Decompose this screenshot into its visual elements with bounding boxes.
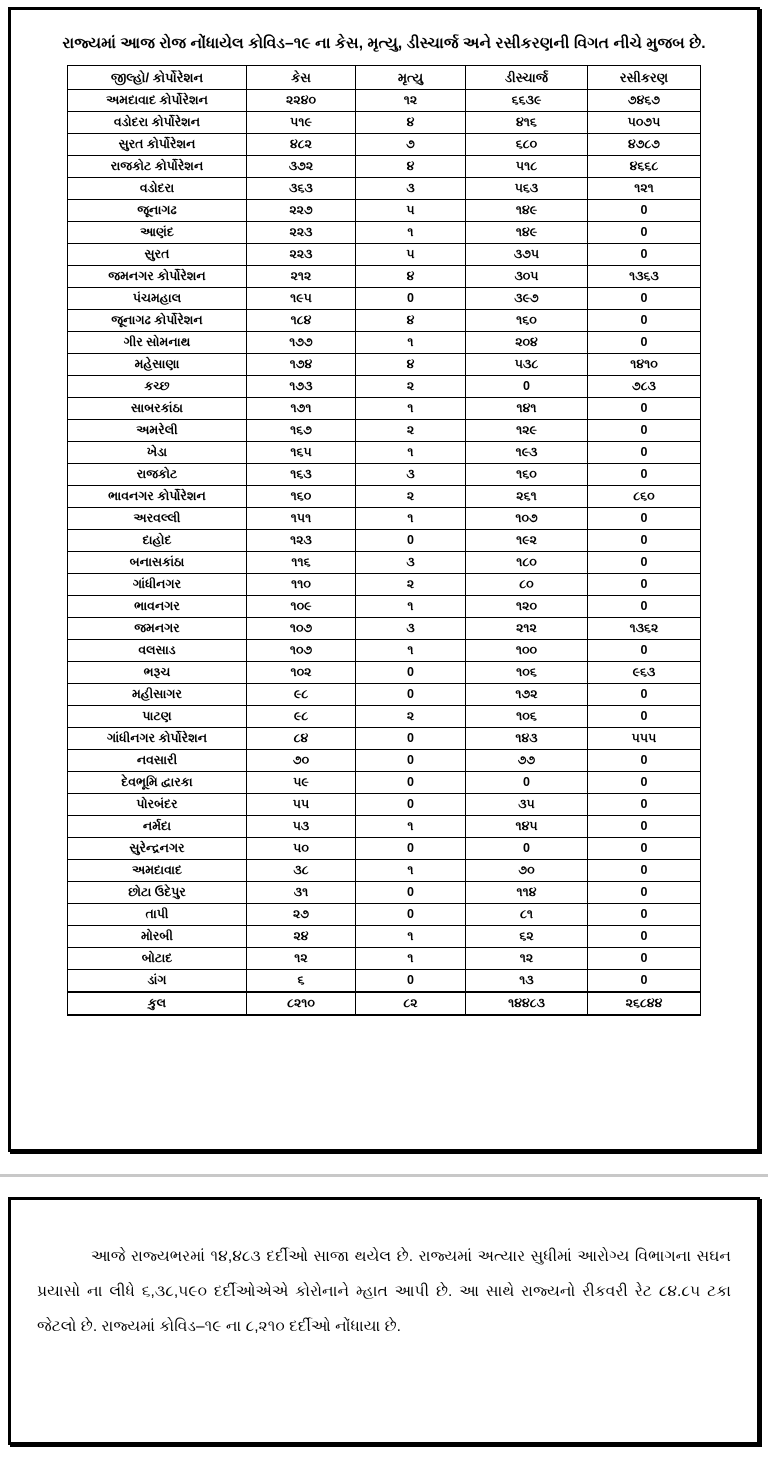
cell-cases: ૧૧૬ xyxy=(247,552,356,574)
cell-cases: ૧૬૩ xyxy=(247,464,356,486)
cell-district: જૂનાગઢ xyxy=(68,200,247,222)
cell-cases: ૫૫ xyxy=(247,794,356,816)
cell-deaths: 0 xyxy=(356,904,466,926)
cell-district: ભરૂચ xyxy=(68,662,247,684)
table-row xyxy=(68,750,701,772)
cell-district: અમરેલી xyxy=(68,420,247,442)
table-row xyxy=(68,90,701,112)
table-row xyxy=(68,926,701,948)
cell-deaths: 0 xyxy=(356,838,466,860)
cell-district: જમનગર xyxy=(68,618,247,640)
cell-discharge: ૨૧૨ xyxy=(466,618,588,640)
cell-vaccination: ૫૫૫ xyxy=(588,728,701,750)
table-page-panel xyxy=(8,7,760,1152)
cell-cases: ૫૯ xyxy=(247,772,356,794)
cell-vaccination: ૧૨૧ xyxy=(588,178,701,200)
cell-vaccination: ૯૬૩ xyxy=(588,662,701,684)
page-title: રાજ્યમાં આજ રોજ નોંધાયેલ કોવિડ–૧૯ ના કેસ, મૃત્યુ, ડીસ્ચાર્જ અને રસીકરણની વિગત નીચે મુજબ છે. xyxy=(62,35,706,52)
cell-vaccination: ૮૬૦ xyxy=(588,486,701,508)
table-row xyxy=(68,222,701,244)
cell-discharge: 0 xyxy=(466,838,588,860)
cell-district: જૂનાગઢ કોર્પોરેશન xyxy=(68,310,247,332)
cell-deaths: 0 xyxy=(356,288,466,310)
cell-discharge: ૧૦૦ xyxy=(466,640,588,662)
table-row xyxy=(68,332,701,354)
column-header-deaths: મૃત્યુ xyxy=(356,66,466,90)
cell-deaths: 0 xyxy=(356,662,466,684)
cell-discharge: ૫૬૩ xyxy=(466,178,588,200)
table-row xyxy=(68,134,701,156)
cell-deaths: ૧ xyxy=(356,398,466,420)
table-row xyxy=(68,706,701,728)
cell-vaccination: 0 xyxy=(588,574,701,596)
cell-deaths: 0 xyxy=(356,882,466,904)
cell-cases: ૧૬૭ xyxy=(247,420,356,442)
cell-vaccination: 0 xyxy=(588,882,701,904)
cell-vaccination: ૧૩૬૩ xyxy=(588,266,701,288)
cell-discharge: ૬૨ xyxy=(466,926,588,948)
cell-district: પાટણ xyxy=(68,706,247,728)
cell-vaccination: 0 xyxy=(588,684,701,706)
cell-cases: ૫૧૯ xyxy=(247,112,356,134)
cell-cases: ૧૭૧ xyxy=(247,398,356,420)
cell-discharge: ૫૩૮ xyxy=(466,354,588,376)
table-row xyxy=(68,970,701,993)
cell-district: વડોદરા xyxy=(68,178,247,200)
cell-vaccination: 0 xyxy=(588,948,701,970)
table-row xyxy=(68,288,701,310)
cell-discharge: ૧૪૯ xyxy=(466,222,588,244)
cell-vaccination: 0 xyxy=(588,442,701,464)
table-row xyxy=(68,596,701,618)
table-row xyxy=(68,618,701,640)
cell-cases: ૩૧ xyxy=(247,882,356,904)
cell-deaths: ૭ xyxy=(356,134,466,156)
cell-district: દેવભૂમિ દ્વારકા xyxy=(68,772,247,794)
cell-vaccination: 0 xyxy=(588,596,701,618)
table-row xyxy=(68,200,701,222)
cell-discharge: ૧૪૫ xyxy=(466,816,588,838)
cell-deaths: ૪ xyxy=(356,156,466,178)
cell-district: કચ્છ xyxy=(68,376,247,398)
cell-deaths: 0 xyxy=(356,530,466,552)
cell-discharge: ૨૦૪ xyxy=(466,332,588,354)
table-header-row xyxy=(68,66,701,90)
cell-district: પંચમહાલ xyxy=(68,288,247,310)
cell-vaccination: 0 xyxy=(588,706,701,728)
cell-cases: ૪૮૨ xyxy=(247,134,356,156)
cell-cases: ૧૨ xyxy=(247,948,356,970)
cell-district: વલસાડ xyxy=(68,640,247,662)
cell-vaccination: 0 xyxy=(588,794,701,816)
table-row xyxy=(68,112,701,134)
cell-cases: ૭૦ xyxy=(247,750,356,772)
cell-vaccination: 0 xyxy=(588,772,701,794)
cell-discharge: ૭૭ xyxy=(466,750,588,772)
cell-vaccination: ૧૪૧૦ xyxy=(588,354,701,376)
total-deaths: ૮૨ xyxy=(356,992,466,1015)
cell-deaths: ૩ xyxy=(356,552,466,574)
cell-district: સુરત xyxy=(68,244,247,266)
cell-deaths: ૩ xyxy=(356,178,466,200)
cell-cases: ૧૭૩ xyxy=(247,376,356,398)
cell-district: ગાંધીનગર xyxy=(68,574,247,596)
cell-cases: ૯૮ xyxy=(247,684,356,706)
cell-vaccination: 0 xyxy=(588,200,701,222)
cell-deaths: ૧ xyxy=(356,640,466,662)
cell-vaccination: 0 xyxy=(588,970,701,993)
cell-deaths: ૨ xyxy=(356,574,466,596)
cell-vaccination: 0 xyxy=(588,926,701,948)
cell-discharge: ૧૪૩ xyxy=(466,728,588,750)
cell-district: વડોદરા કોર્પોરેશન xyxy=(68,112,247,134)
cell-district: ખેડા xyxy=(68,442,247,464)
cell-deaths: ૪ xyxy=(356,112,466,134)
cell-discharge: ૩૦૫ xyxy=(466,266,588,288)
cell-vaccination: 0 xyxy=(588,838,701,860)
summary-page-panel xyxy=(8,1197,760,1445)
cell-cases: ૧૮૪ xyxy=(247,310,356,332)
cell-district: સુરત કોર્પોરેશન xyxy=(68,134,247,156)
cell-district: દાહોદ xyxy=(68,530,247,552)
cell-cases: ૧૭૭ xyxy=(247,332,356,354)
cell-discharge: ૧૬૦ xyxy=(466,464,588,486)
table-row xyxy=(68,948,701,970)
cell-cases: ૩૭૨ xyxy=(247,156,356,178)
cell-deaths: ૧૨ xyxy=(356,90,466,112)
cell-discharge: ૭૦ xyxy=(466,860,588,882)
cell-vaccination: 0 xyxy=(588,640,701,662)
cell-vaccination: 0 xyxy=(588,904,701,926)
cell-discharge: ૧૯૨ xyxy=(466,530,588,552)
panel-spacer-lower xyxy=(0,1177,768,1197)
cell-cases: ૧૬૫ xyxy=(247,442,356,464)
cell-cases: ૧૦૨ xyxy=(247,662,356,684)
cell-discharge: ૧૭૨ xyxy=(466,684,588,706)
document-page xyxy=(0,7,768,1445)
covid-statistics-table xyxy=(67,65,701,1016)
cell-district: મહેસાણા xyxy=(68,354,247,376)
column-header-cases: કેસ xyxy=(247,66,356,90)
cell-discharge: ૮૧ xyxy=(466,904,588,926)
cell-deaths: ૪ xyxy=(356,266,466,288)
table-row xyxy=(68,838,701,860)
cell-district: બનાસકાંઠા xyxy=(68,552,247,574)
cell-district: છોટા ઉદેપુર xyxy=(68,882,247,904)
cell-cases: ૮૪ xyxy=(247,728,356,750)
cell-vaccination: ૪૭૮૭ xyxy=(588,134,701,156)
cell-cases: ૧૭૪ xyxy=(247,354,356,376)
table-row xyxy=(68,530,701,552)
cell-deaths: ૧ xyxy=(356,596,466,618)
table-row xyxy=(68,376,701,398)
cell-district: મહીસાગર xyxy=(68,684,247,706)
cell-deaths: ૧ xyxy=(356,508,466,530)
cell-discharge: ૪૧૬ xyxy=(466,112,588,134)
table-row xyxy=(68,882,701,904)
table-row xyxy=(68,728,701,750)
total-vaccination: ૨૬૮૪૪ xyxy=(588,992,701,1015)
cell-discharge: ૧૨૯ xyxy=(466,420,588,442)
cell-deaths: ૧ xyxy=(356,948,466,970)
cell-vaccination: ૭૪૬૭ xyxy=(588,90,701,112)
cell-deaths: ૫ xyxy=(356,200,466,222)
cell-district: નર્મદા xyxy=(68,816,247,838)
cell-vaccination: 0 xyxy=(588,860,701,882)
cell-vaccination: ૭૮૩ xyxy=(588,376,701,398)
cell-vaccination: 0 xyxy=(588,310,701,332)
table-row xyxy=(68,772,701,794)
cell-vaccination: ૫૦૭૫ xyxy=(588,112,701,134)
cell-deaths: ૧ xyxy=(356,222,466,244)
cell-deaths: ૧ xyxy=(356,926,466,948)
table-row xyxy=(68,684,701,706)
cell-district: નવસારી xyxy=(68,750,247,772)
table-row xyxy=(68,508,701,530)
cell-deaths: ૨ xyxy=(356,420,466,442)
cell-cases: ૧૫૧ xyxy=(247,508,356,530)
total-discharge: ૧૪૪૮૩ xyxy=(466,992,588,1015)
cell-district: સાબરકાંઠા xyxy=(68,398,247,420)
table-row xyxy=(68,860,701,882)
cell-discharge: ૧૮૦ xyxy=(466,552,588,574)
table-row xyxy=(68,794,701,816)
cell-cases: ૨૪ xyxy=(247,926,356,948)
cell-district: ડાંગ xyxy=(68,970,247,993)
table-row xyxy=(68,904,701,926)
cell-cases: ૨૨૩ xyxy=(247,222,356,244)
column-header-vaccination: રસીકરણ xyxy=(588,66,701,90)
cell-discharge: ૬૮૦ xyxy=(466,134,588,156)
table-row xyxy=(68,354,701,376)
cell-cases: ૩૮ xyxy=(247,860,356,882)
cell-vaccination: 0 xyxy=(588,552,701,574)
cell-district: રાજકોટ xyxy=(68,464,247,486)
cell-vaccination: 0 xyxy=(588,398,701,420)
cell-deaths: ૫ xyxy=(356,244,466,266)
cell-vaccination: 0 xyxy=(588,530,701,552)
cell-district: બોટાદ xyxy=(68,948,247,970)
cell-discharge: ૧૦૬ xyxy=(466,662,588,684)
cell-vaccination: 0 xyxy=(588,816,701,838)
cell-vaccination: 0 xyxy=(588,332,701,354)
cell-discharge: 0 xyxy=(466,376,588,398)
table-row xyxy=(68,178,701,200)
cell-deaths: ૨ xyxy=(356,376,466,398)
cell-district: જમનગર કોર્પોરેશન xyxy=(68,266,247,288)
cell-discharge: ૧૦૬ xyxy=(466,706,588,728)
cell-vaccination: 0 xyxy=(588,244,701,266)
table-row xyxy=(68,266,701,288)
cell-district: ગીર સોમનાથ xyxy=(68,332,247,354)
cell-vaccination: 0 xyxy=(588,508,701,530)
cell-deaths: ૨ xyxy=(356,486,466,508)
cell-cases: ૧૨૩ xyxy=(247,530,356,552)
table-row xyxy=(68,156,701,178)
cell-cases: ૧૬૦ xyxy=(247,486,356,508)
cell-district: અમદાવાદ કોર્પોરેશન xyxy=(68,90,247,112)
cell-vaccination: ૧૩૬૨ xyxy=(588,618,701,640)
cell-cases: ૨૨૩ xyxy=(247,244,356,266)
table-row xyxy=(68,574,701,596)
cell-district: અમદાવાદ xyxy=(68,860,247,882)
cell-vaccination: ૪૬૬૮ xyxy=(588,156,701,178)
cell-cases: ૧૦૭ xyxy=(247,640,356,662)
cell-deaths: 0 xyxy=(356,794,466,816)
cell-deaths: ૩ xyxy=(356,618,466,640)
table-row xyxy=(68,310,701,332)
cell-deaths: ૧ xyxy=(356,816,466,838)
cell-vaccination: 0 xyxy=(588,750,701,772)
cell-district: ભાવનગર xyxy=(68,596,247,618)
cell-vaccination: 0 xyxy=(588,222,701,244)
cell-discharge: ૧૬૦ xyxy=(466,310,588,332)
total-cases: ૮૨૧૦ xyxy=(247,992,356,1015)
cell-district: મોરબી xyxy=(68,926,247,948)
table-row xyxy=(68,398,701,420)
cell-cases: ૫૩ xyxy=(247,816,356,838)
cell-cases: ૨૨૭ xyxy=(247,200,356,222)
cell-district: આણંદ xyxy=(68,222,247,244)
cell-cases: ૧૦૯ xyxy=(247,596,356,618)
cell-district: ભાવનગર કોર્પોરેશન xyxy=(68,486,247,508)
cell-district: સુરેન્દ્રનગર xyxy=(68,838,247,860)
panel-spacer xyxy=(0,1152,768,1174)
cell-deaths: ૪ xyxy=(356,310,466,332)
cell-district: રાજકોટ કોર્પોરેશન xyxy=(68,156,247,178)
column-header-discharge: ડીસ્ચાર્જ xyxy=(466,66,588,90)
cell-vaccination: 0 xyxy=(588,288,701,310)
cell-deaths: ૧ xyxy=(356,442,466,464)
cell-deaths: ૩ xyxy=(356,464,466,486)
cell-cases: ૧૦૭ xyxy=(247,618,356,640)
cell-discharge: ૮૦ xyxy=(466,574,588,596)
cell-discharge: ૧૦૭ xyxy=(466,508,588,530)
cell-cases: ૨૧૨ xyxy=(247,266,356,288)
cell-deaths: 0 xyxy=(356,750,466,772)
cell-district: ગાંધીનગર કોર્પોરેશન xyxy=(68,728,247,750)
table-row xyxy=(68,442,701,464)
cell-discharge: ૨૬૧ xyxy=(466,486,588,508)
cell-district: તાપી xyxy=(68,904,247,926)
table-row xyxy=(68,464,701,486)
table-row xyxy=(68,816,701,838)
cell-discharge: ૬૬૩૯ xyxy=(466,90,588,112)
cell-discharge: ૧૨ xyxy=(466,948,588,970)
table-row xyxy=(68,486,701,508)
cell-discharge: ૩૫ xyxy=(466,794,588,816)
table-body xyxy=(68,90,701,993)
table-row xyxy=(68,244,701,266)
cell-discharge: ૧૪૯ xyxy=(466,200,588,222)
cell-discharge: ૫૧૮ xyxy=(466,156,588,178)
cell-vaccination: 0 xyxy=(588,420,701,442)
table-row xyxy=(68,552,701,574)
summary-paragraph: આજે રાજ્યભરમાં ૧૪,૪૮૩ દર્દીઓ સાજા થયેલ છે. રાજ્યમાં અત્યાર સુધીમાં આરોગ્ય વિભાગના સઘન પ્રયાસો ના લીધે ૬,૩૮,૫૯૦ દર્દીઓએએ કોરોનાને મ્હાત આપી છે. આ સાથે રાજ્યનો રીકવરી રેટ ૮૪.૮૫ ટકા જેટલો છે. રાજ્યમાં કોવિડ–૧૯ ના ૮,૨૧૦ દર્દીઓ નોંધાયા છે. xyxy=(37,1248,731,1335)
table-row xyxy=(68,420,701,442)
cell-cases: ૩૬૩ xyxy=(247,178,356,200)
cell-deaths: ૧ xyxy=(356,860,466,882)
table-total-row xyxy=(68,992,701,1015)
cell-discharge: ૧૧૪ xyxy=(466,882,588,904)
cell-deaths: 0 xyxy=(356,728,466,750)
cell-district: પોરબંદર xyxy=(68,794,247,816)
column-header-district: જીલ્હો/ કોર્પોરેશન xyxy=(68,66,247,90)
cell-deaths: 0 xyxy=(356,970,466,993)
cell-discharge: ૧૯૩ xyxy=(466,442,588,464)
cell-discharge: ૧૨૦ xyxy=(466,596,588,618)
cell-deaths: ૪ xyxy=(356,354,466,376)
cell-discharge: ૩૯૭ xyxy=(466,288,588,310)
cell-district: અરવલ્લી xyxy=(68,508,247,530)
cell-deaths: ૧ xyxy=(356,332,466,354)
cell-discharge: ૩૭૫ xyxy=(466,244,588,266)
table-row xyxy=(68,662,701,684)
cell-cases: ૫૦ xyxy=(247,838,356,860)
cell-deaths: 0 xyxy=(356,684,466,706)
cell-cases: ૬ xyxy=(247,970,356,993)
table-row xyxy=(68,640,701,662)
cell-deaths: ૨ xyxy=(356,706,466,728)
cell-cases: ૧૯૫ xyxy=(247,288,356,310)
cell-discharge: ૧૪૧ xyxy=(466,398,588,420)
total-label: કુલ xyxy=(68,992,247,1015)
cell-deaths: 0 xyxy=(356,772,466,794)
cell-cases: ૨૨૪૦ xyxy=(247,90,356,112)
cell-cases: ૧૧૦ xyxy=(247,574,356,596)
cell-discharge: 0 xyxy=(466,772,588,794)
cell-discharge: ૧૩ xyxy=(466,970,588,993)
cell-vaccination: 0 xyxy=(588,464,701,486)
cell-cases: ૨૭ xyxy=(247,904,356,926)
cell-cases: ૯૮ xyxy=(247,706,356,728)
